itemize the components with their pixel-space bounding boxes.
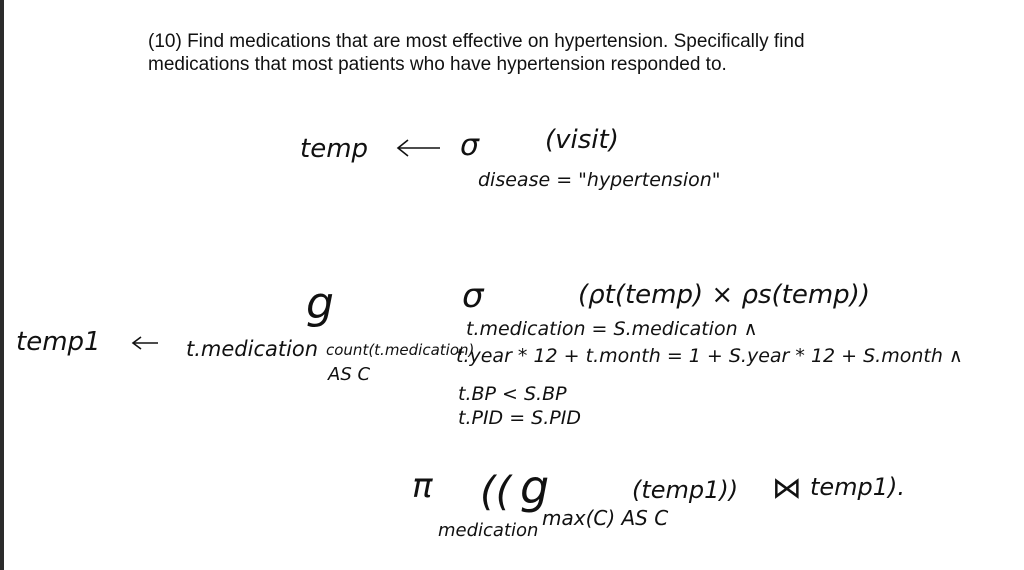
- left-arrow-icon: [398, 140, 440, 156]
- step2-group-by: t.medication: [186, 337, 319, 361]
- step3-rhs: temp1).: [810, 473, 906, 501]
- step2-relation: (ρt(temp) × ρs(temp)): [578, 280, 870, 310]
- step3-open-parens: ((: [480, 469, 512, 515]
- step3-gamma: g: [520, 460, 550, 514]
- step-2: [16, 276, 963, 429]
- step2-condition-1: t.medication = S.medication ∧: [466, 318, 758, 340]
- step2-sigma: σ: [462, 276, 484, 316]
- step3-inner: (temp1)): [632, 476, 739, 504]
- step1-relation: (visit): [545, 125, 619, 155]
- step2-lhs: temp1: [16, 327, 101, 357]
- step2-condition-3: t.BP < S.BP: [458, 383, 567, 405]
- question-line-2: medications that most patients who have hypertension responded to.: [148, 54, 727, 75]
- step2-gamma: g: [306, 278, 334, 329]
- step1-sigma: σ: [460, 128, 480, 163]
- step-1: [300, 125, 721, 191]
- step1-condition: disease = "hypertension": [478, 169, 721, 191]
- step3-pi: π: [412, 466, 433, 506]
- step2-aggregate: count(t.medication): [326, 341, 475, 359]
- step2-alias: AS C: [328, 364, 371, 385]
- step-3: [412, 460, 905, 541]
- question-line-1: (10) Find medications that are most effective on hypertension. Specifically find: [148, 31, 805, 52]
- left-arrow-icon: [133, 337, 158, 349]
- step1-lhs: temp: [300, 134, 369, 164]
- step2-condition-4: t.PID = S.PID: [458, 407, 581, 429]
- step3-pi-subscript: medication: [438, 520, 539, 541]
- step3-aggregate: max(C) AS C: [542, 506, 669, 530]
- step2-condition-2: t.year * 12 + t.month = 1 + S.year * 12 + S.month ∧: [456, 345, 963, 367]
- step3-join-icon: ⋈: [772, 471, 802, 506]
